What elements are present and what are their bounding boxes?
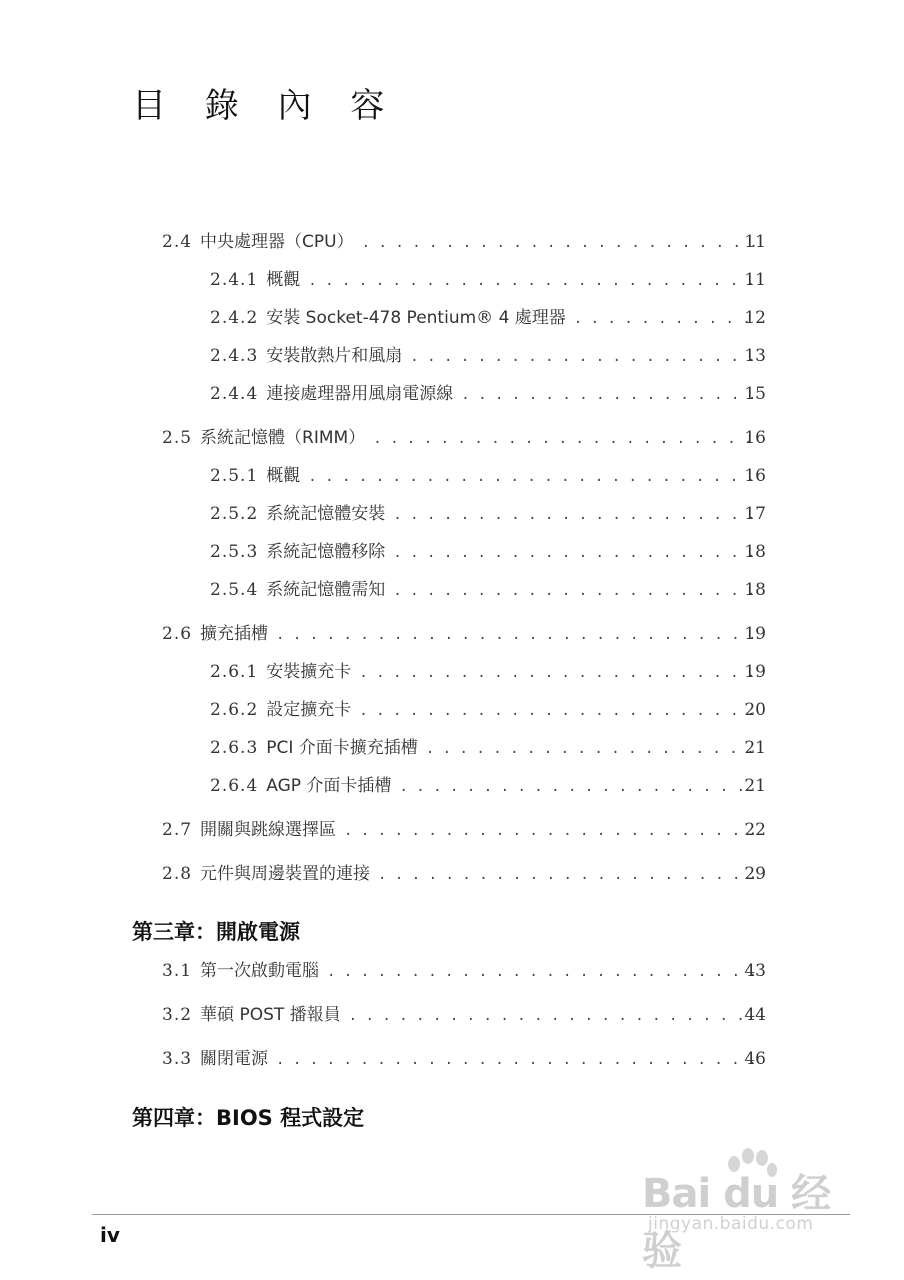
section-title: 擴充插槽 bbox=[200, 624, 269, 644]
toc-entry-2-5-1[interactable] bbox=[0, 462, 904, 490]
toc-entry-2-4[interactable] bbox=[0, 228, 904, 256]
dot-leader bbox=[308, 463, 756, 490]
toc-entry-2-4-2[interactable] bbox=[0, 304, 904, 332]
dot-leader bbox=[359, 697, 756, 724]
dot-leader bbox=[349, 1002, 756, 1029]
section-title: 系統記憶體安裝 bbox=[266, 504, 386, 524]
page-number: 15 bbox=[744, 384, 766, 404]
section-title: 關閉電源 bbox=[200, 1049, 269, 1069]
page-number: 11 bbox=[744, 270, 766, 290]
page-number: 12 bbox=[744, 308, 766, 328]
dot-leader bbox=[399, 773, 756, 800]
section-number: 2.4.4 bbox=[210, 384, 259, 404]
chapter-4-heading[interactable]: 第四章：BIOS 程式設定 bbox=[132, 1106, 365, 1130]
toc-entry-2-6-3[interactable] bbox=[0, 734, 904, 762]
watermark-url: jingyan.baidu.com bbox=[648, 1214, 814, 1234]
toc-entry-2-4-4[interactable] bbox=[0, 380, 904, 408]
toc-entry-2-7[interactable] bbox=[0, 816, 904, 844]
section-title: 安裝散熱片和風扇 bbox=[266, 346, 403, 366]
toc-entry-3-2[interactable] bbox=[0, 1001, 904, 1029]
section-number: 2.8 bbox=[162, 864, 193, 884]
dot-leader bbox=[393, 577, 756, 604]
section-title: 開關與跳線選擇區 bbox=[200, 820, 337, 840]
page-number: 44 bbox=[744, 1005, 766, 1025]
page-number: 29 bbox=[744, 864, 766, 884]
dot-leader bbox=[574, 305, 756, 332]
section-title: 第一次啟動電腦 bbox=[200, 961, 320, 981]
toc-entry-2-6-2[interactable] bbox=[0, 696, 904, 724]
toc-entry-2-5-2[interactable] bbox=[0, 500, 904, 528]
page-number: 46 bbox=[744, 1049, 766, 1069]
section-number: 3.1 bbox=[162, 961, 193, 981]
dot-leader bbox=[378, 861, 756, 888]
section-number: 2.6.4 bbox=[210, 776, 259, 796]
baidu-watermark bbox=[640, 1148, 860, 1274]
page-number: 11 bbox=[744, 232, 766, 252]
toc-entry-2-4-3[interactable] bbox=[0, 342, 904, 370]
section-title: PCI 介面卡擴充插槽 bbox=[266, 738, 418, 758]
section-number: 2.6.3 bbox=[210, 738, 259, 758]
toc-entry-2-6[interactable] bbox=[0, 620, 904, 648]
page-title: 目 錄 內 容 bbox=[132, 86, 399, 126]
dot-leader bbox=[426, 735, 756, 762]
section-number: 2.4.3 bbox=[210, 346, 259, 366]
page-number: 19 bbox=[744, 662, 766, 682]
section-number: 2.6 bbox=[162, 624, 193, 644]
dot-leader bbox=[393, 539, 756, 566]
section-title: 系統記憶體（RIMM） bbox=[200, 428, 366, 448]
page-number: 13 bbox=[744, 346, 766, 366]
page-number: 16 bbox=[744, 428, 766, 448]
toc-entry-2-5-4[interactable] bbox=[0, 576, 904, 604]
watermark-logo: Bai du 经验 bbox=[642, 1171, 831, 1274]
section-title: 系統記憶體需知 bbox=[266, 580, 386, 600]
footer-divider bbox=[92, 1214, 850, 1215]
dot-leader bbox=[276, 621, 756, 648]
section-number: 2.6.1 bbox=[210, 662, 259, 682]
section-number: 3.2 bbox=[162, 1005, 193, 1025]
page-number: 20 bbox=[744, 700, 766, 720]
dot-leader bbox=[373, 425, 756, 452]
section-number: 2.5.2 bbox=[210, 504, 259, 524]
dot-leader bbox=[327, 958, 756, 985]
chapter-3-heading[interactable]: 第三章：開啟電源 bbox=[132, 920, 300, 944]
section-title: AGP 介面卡插槽 bbox=[266, 776, 392, 796]
toc-entry-2-5-3[interactable] bbox=[0, 538, 904, 566]
dot-leader bbox=[308, 267, 756, 294]
section-number: 2.4.2 bbox=[210, 308, 259, 328]
section-title: 概觀 bbox=[266, 270, 301, 290]
toc-entry-2-6-4[interactable] bbox=[0, 772, 904, 800]
page-number: 43 bbox=[744, 961, 766, 981]
section-number: 2.5.1 bbox=[210, 466, 259, 486]
page-number: 21 bbox=[744, 776, 766, 796]
page-number: 18 bbox=[744, 580, 766, 600]
section-title: 系統記憶體移除 bbox=[266, 542, 386, 562]
toc-entry-3-3[interactable] bbox=[0, 1045, 904, 1073]
section-title: 連接處理器用風扇電源線 bbox=[266, 384, 454, 404]
section-number: 2.7 bbox=[162, 820, 193, 840]
section-number: 2.5 bbox=[162, 428, 193, 448]
dot-leader bbox=[461, 381, 756, 408]
section-title: 安裝擴充卡 bbox=[266, 662, 352, 682]
section-number: 2.6.2 bbox=[210, 700, 259, 720]
dot-leader bbox=[393, 501, 756, 528]
toc-entry-2-4-1[interactable] bbox=[0, 266, 904, 294]
page-number: 16 bbox=[744, 466, 766, 486]
section-number: 2.5.3 bbox=[210, 542, 259, 562]
section-title: 中央處理器（CPU） bbox=[200, 232, 354, 252]
section-number: 2.5.4 bbox=[210, 580, 259, 600]
toc-entry-2-8[interactable] bbox=[0, 860, 904, 888]
dot-leader bbox=[410, 343, 756, 370]
page-number: 17 bbox=[744, 504, 766, 524]
section-title: 概觀 bbox=[266, 466, 301, 486]
dot-leader bbox=[362, 229, 756, 256]
page-number: 18 bbox=[744, 542, 766, 562]
toc-entry-2-5[interactable] bbox=[0, 424, 904, 452]
section-title: 安裝 Socket-478 Pentium® 4 處理器 bbox=[266, 308, 566, 328]
section-title: 設定擴充卡 bbox=[266, 700, 352, 720]
dot-leader bbox=[344, 817, 756, 844]
page-number: 21 bbox=[744, 738, 766, 758]
section-title: 華碩 POST 播報員 bbox=[200, 1005, 341, 1025]
page-number: 22 bbox=[744, 820, 766, 840]
footer-page-number: iv bbox=[100, 1223, 120, 1247]
section-number: 2.4 bbox=[162, 232, 193, 252]
page-number: 19 bbox=[744, 624, 766, 644]
toc-entry-2-6-1[interactable] bbox=[0, 658, 904, 686]
section-number: 3.3 bbox=[162, 1049, 193, 1069]
section-number: 2.4.1 bbox=[210, 270, 259, 290]
dot-leader bbox=[276, 1046, 756, 1073]
dot-leader bbox=[359, 659, 756, 686]
toc-entry-3-1[interactable] bbox=[0, 957, 904, 985]
section-title: 元件與周邊裝置的連接 bbox=[200, 864, 371, 884]
